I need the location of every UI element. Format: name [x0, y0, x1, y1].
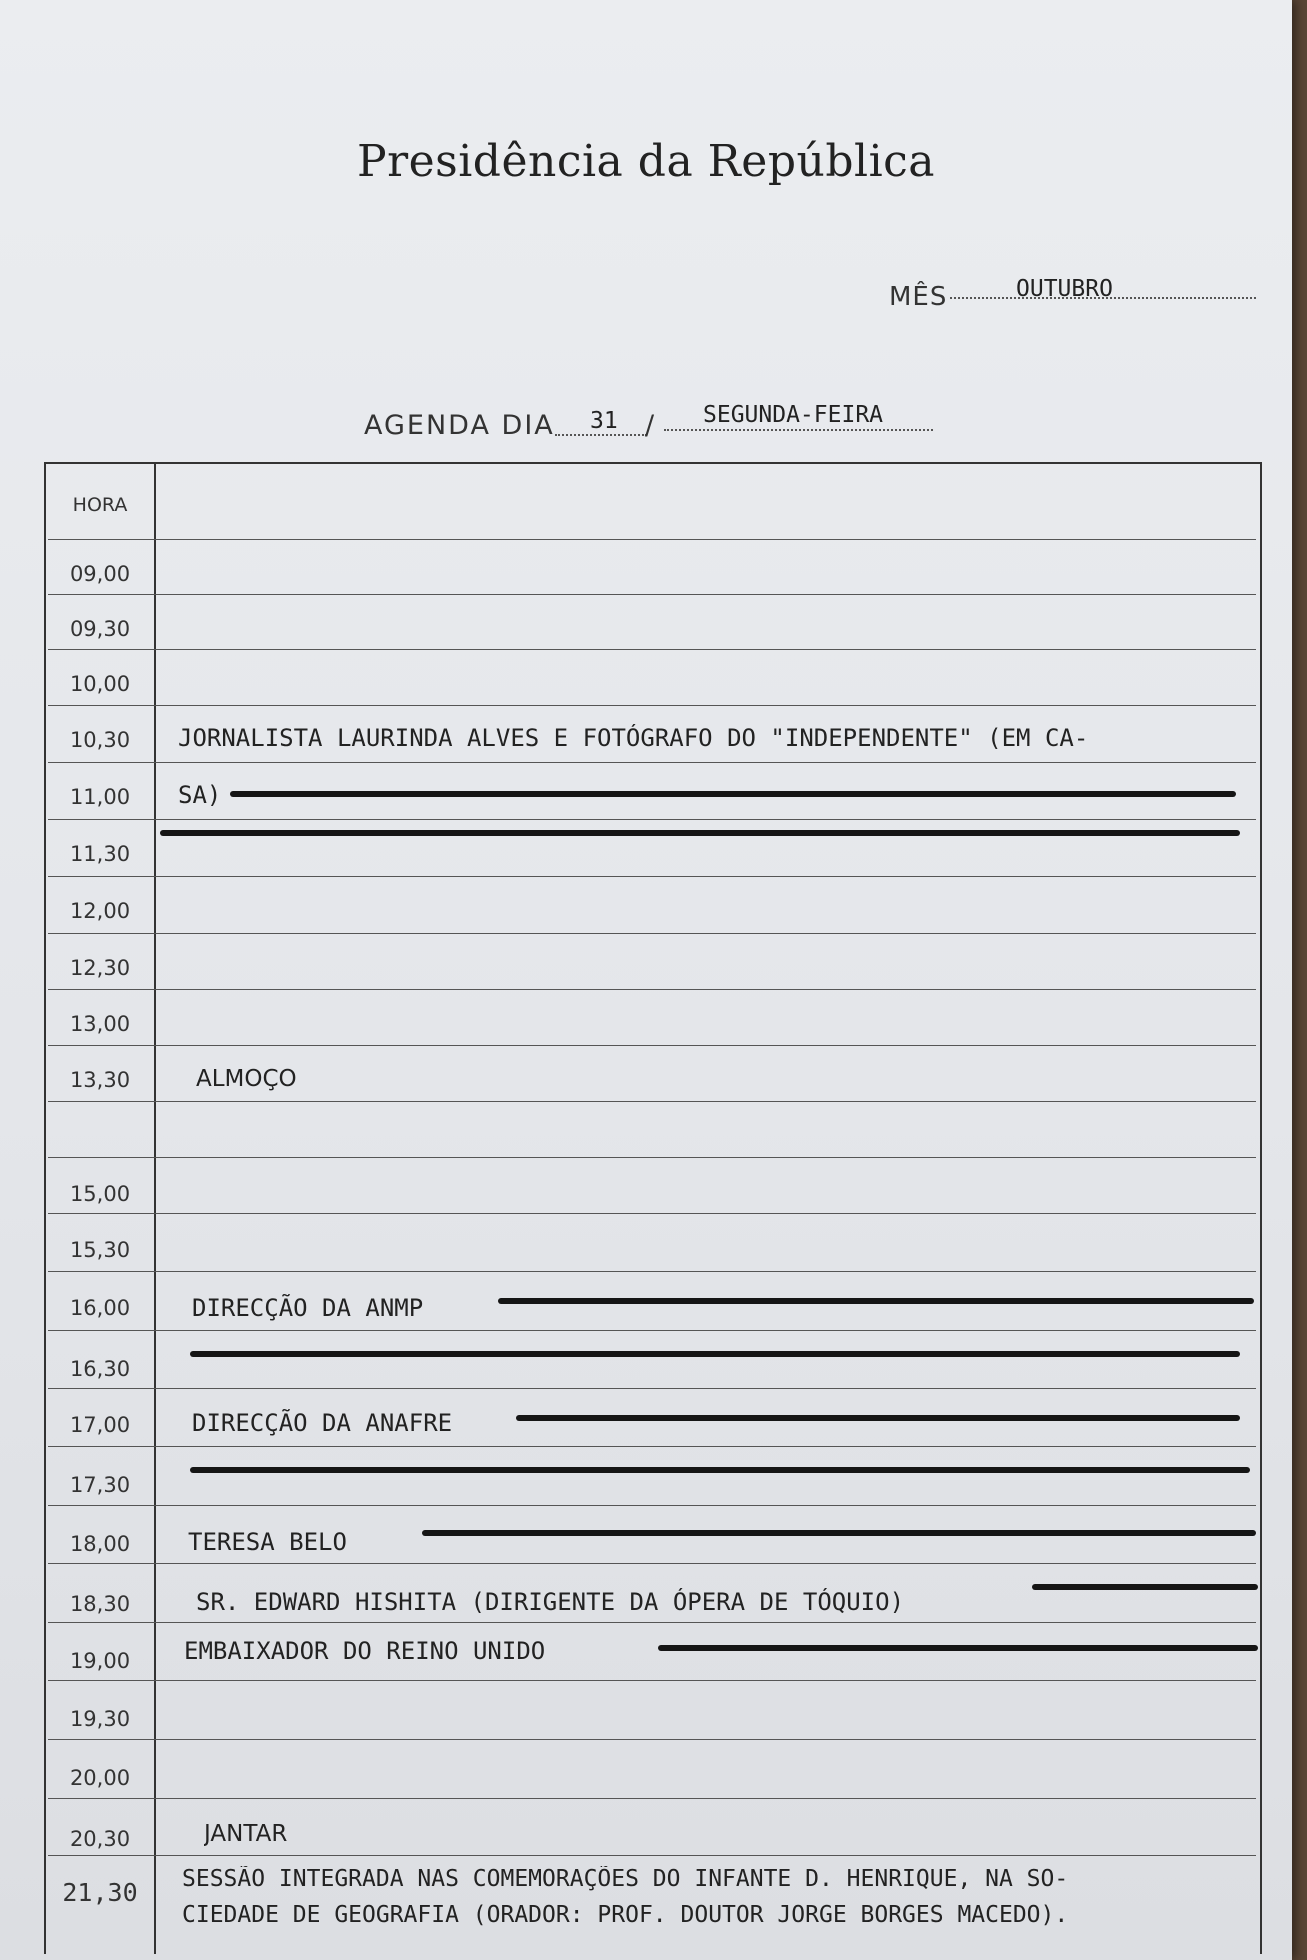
table-row — [46, 1331, 1260, 1389]
day-value: 31 — [590, 408, 618, 434]
weekday-value: SEGUNDA-FEIRA — [703, 402, 884, 428]
table-row — [46, 1102, 1260, 1158]
strike-line — [190, 1351, 1240, 1357]
entry-text: EMBAIXADOR DO REINO UNIDO — [184, 1637, 546, 1665]
table-row — [46, 1214, 1260, 1272]
table-row — [46, 1158, 1260, 1214]
hour-cell: 20,30 — [69, 1827, 131, 1851]
entry-text: JANTAR — [204, 1821, 288, 1847]
hour-cell: 09,00 — [69, 562, 131, 586]
hour-cell: 13,00 — [69, 1012, 131, 1036]
table-row — [46, 1623, 1260, 1681]
hour-cell: 12,30 — [69, 956, 131, 980]
hour-cell: 09,30 — [69, 617, 131, 641]
table-row — [46, 706, 1260, 763]
agenda-table — [44, 462, 1262, 1954]
table-row — [46, 1506, 1260, 1564]
hour-cell: 17,30 — [69, 1473, 131, 1497]
hour-cell: 18,00 — [69, 1532, 131, 1556]
page-title: Presidência da República — [356, 136, 936, 187]
hour-cell: 21,30 — [62, 1878, 138, 1907]
table-row — [46, 820, 1260, 877]
month-value: OUTUBRO — [1016, 276, 1113, 302]
table-row — [46, 877, 1260, 934]
hour-cell: 11,00 — [69, 785, 131, 809]
hour-header: HORA — [72, 494, 128, 516]
entry-text: SR. EDWARD HISHITA (DIRIGENTE DA ÓPERA DE TÓQUIO) — [196, 1588, 905, 1616]
hour-cell: 10,30 — [69, 728, 131, 752]
month-label: MÊS — [889, 282, 948, 312]
entry-text: CIEDADE DE GEOGRAFIA (ORADOR: PROF. DOUTOR JORGE BORGES MACEDO). — [182, 1902, 1069, 1928]
weekday-dotted-line — [664, 429, 933, 431]
table-row — [46, 540, 1260, 595]
hour-cell: 18,30 — [69, 1592, 131, 1616]
date-separator: / — [645, 410, 655, 441]
hour-cell: 11,30 — [69, 842, 131, 866]
entry-text: TERESA BELO — [188, 1528, 347, 1556]
entry-text: DIRECÇÃO DA ANMP — [192, 1294, 424, 1322]
table-row — [46, 1799, 1260, 1856]
entry-text: SESSÃO INTEGRADA NAS COMEMORAÇÕES DO INFANTE D. HENRIQUE, NA SO- — [182, 1866, 1069, 1892]
hour-cell: 17,00 — [69, 1413, 131, 1437]
table-row — [46, 990, 1260, 1046]
hour-cell: 16,00 — [69, 1296, 131, 1320]
hour-cell: 19,30 — [69, 1707, 131, 1731]
strike-line — [190, 1467, 1250, 1473]
hour-cell: 12,00 — [69, 899, 131, 923]
table-row — [46, 763, 1260, 820]
hour-cell: 15,00 — [69, 1182, 131, 1206]
table-row — [46, 1447, 1260, 1506]
table-row — [46, 1389, 1260, 1447]
hour-cell: 20,00 — [69, 1766, 131, 1790]
table-row — [46, 1272, 1260, 1331]
table-row — [46, 1856, 1260, 1954]
table-row — [46, 1046, 1260, 1102]
strike-line — [1032, 1584, 1258, 1590]
table-row — [46, 650, 1260, 706]
table-row — [46, 1564, 1260, 1623]
strike-line — [498, 1298, 1254, 1304]
table-header-row — [46, 464, 1260, 540]
strike-line — [160, 830, 1240, 836]
hour-cell: 10,00 — [69, 672, 131, 696]
strike-line — [658, 1645, 1258, 1651]
table-row — [46, 1740, 1260, 1799]
table-row — [46, 1681, 1260, 1740]
entry-text: SA) — [178, 781, 222, 809]
table-row — [46, 595, 1260, 650]
table-row — [46, 934, 1260, 990]
entry-text: DIRECÇÃO DA ANAFRE — [192, 1409, 453, 1437]
day-dotted-line — [555, 434, 647, 436]
strike-line — [422, 1530, 1256, 1536]
hour-cell: 15,30 — [69, 1238, 131, 1262]
hour-cell: 19,00 — [69, 1649, 131, 1673]
strike-line — [516, 1415, 1240, 1421]
entry-text: ALMOÇO — [196, 1066, 297, 1092]
hour-cell: 13,30 — [69, 1068, 131, 1092]
hour-cell: 16,30 — [69, 1357, 131, 1381]
strike-line — [230, 791, 1236, 797]
agenda-day-label: AGENDA DIA — [364, 410, 555, 441]
entry-text: JORNALISTA LAURINDA ALVES E FOTÓGRAFO DO "INDEPENDENTE" (EM CA- — [178, 724, 1089, 752]
